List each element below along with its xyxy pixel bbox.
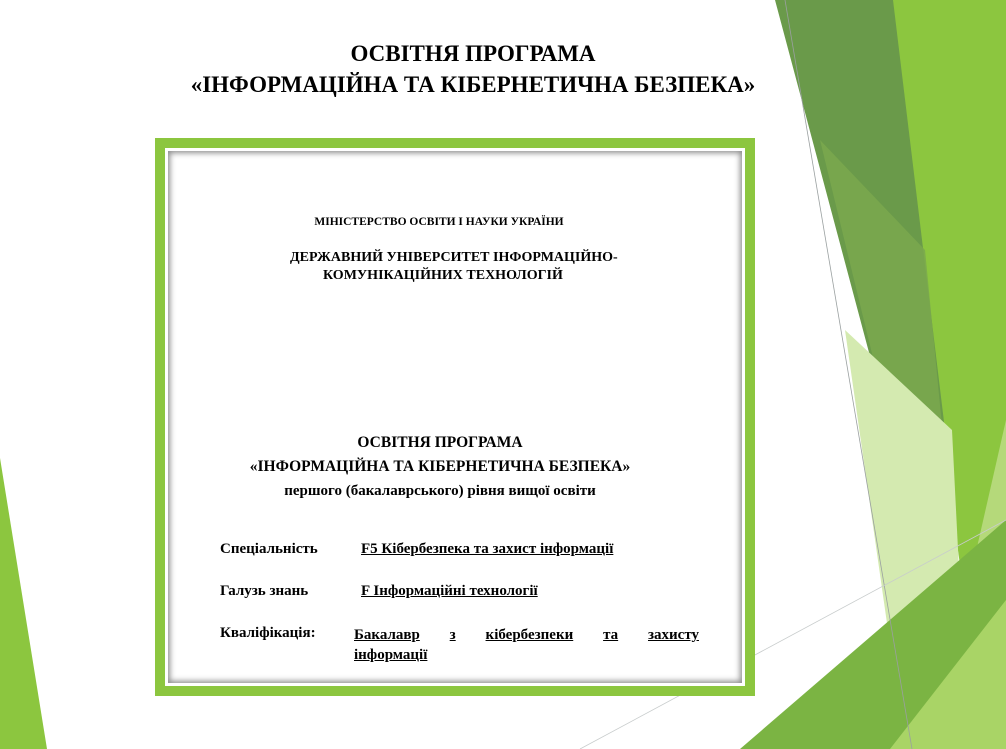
qualification-word: та <box>603 627 619 643</box>
qualification-word: захисту <box>647 627 699 643</box>
qualification-word: з <box>449 627 456 643</box>
field-label: Галузь знань <box>220 583 309 599</box>
slide-title-line1: ОСВІТНЯ ПРОГРАМА <box>350 41 596 66</box>
program-title <box>149 431 731 503</box>
qualification-word: кібербезпеки <box>485 627 574 643</box>
qualification-word: Бакалавр <box>354 627 420 643</box>
program-line3: першого (бакалаврського) рівня вищої освіти <box>284 483 596 499</box>
slide-title <box>0 38 946 100</box>
document-frame <box>155 138 755 696</box>
university-line2: КОМУНІКАЦІЙНИХ ТЕХНОЛОГІЙ <box>323 268 563 283</box>
qualification-line2: інформації <box>354 647 428 663</box>
program-line1: ОСВІТНЯ ПРОГРАМА <box>357 434 523 451</box>
document-page <box>168 151 742 683</box>
document-frame-inner <box>162 145 748 689</box>
slide-title-line2: «ІНФОРМАЦІЙНА ТА КІБЕРНЕТИЧНА БЕЗПЕКА» <box>190 72 756 97</box>
left-green-shard <box>0 458 47 749</box>
specialty-label: Спеціальність <box>220 541 318 557</box>
university-line1: ДЕРЖАВНИЙ УНІВЕРСИТЕТ ІНФОРМАЦІЙНО- <box>290 250 618 265</box>
qualification-value <box>354 625 699 665</box>
program-line2: «ІНФОРМАЦІЙНА ТА КІБЕРНЕТИЧНА БЕЗПЕКА» <box>249 458 631 475</box>
specialty-value: F5 Кібербезпека та захист інформації <box>361 541 614 557</box>
ministry-name: МІНІСТЕРСТВО ОСВІТИ І НАУКИ УКРАЇНИ <box>314 216 564 228</box>
field-value: F Інформаційні технології <box>361 583 538 599</box>
qualification-line1 <box>354 625 699 645</box>
university-name <box>290 249 618 285</box>
qualification-label: Кваліфікація: <box>220 625 316 641</box>
